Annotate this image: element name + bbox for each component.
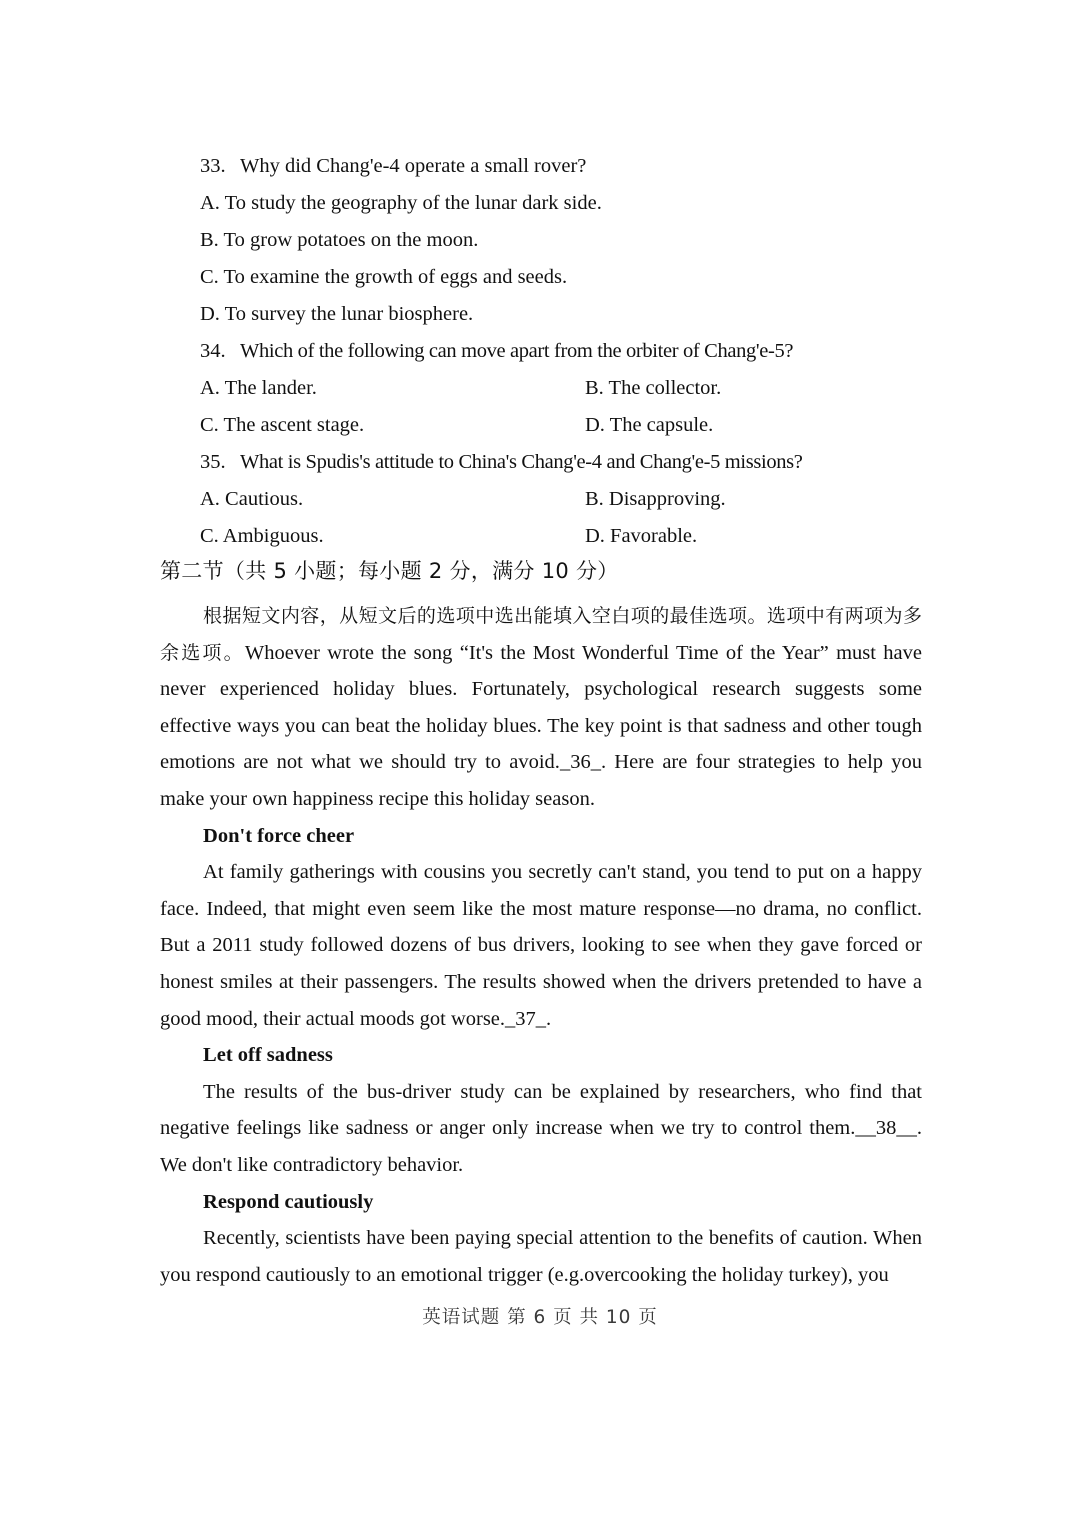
section-two-heading: 第二节（共 5 小题；每小题 2 分，满分 10 分） bbox=[160, 559, 619, 583]
subheading-dont-force-cheer: Don't force cheer bbox=[203, 824, 355, 847]
blank-37[interactable]: _37_ bbox=[505, 1007, 547, 1030]
question-33-option-a[interactable]: A. To study the geography of the lunar dark side. bbox=[200, 192, 602, 214]
subheading-let-off-sadness: Let off sadness bbox=[203, 1044, 333, 1067]
question-35-number: 35. bbox=[200, 451, 226, 473]
question-34 bbox=[200, 333, 930, 370]
cloze-passage bbox=[160, 598, 922, 1293]
question-33-option-c[interactable]: C. To examine the growth of eggs and seeds. bbox=[200, 266, 568, 288]
question-33 bbox=[200, 148, 930, 185]
blank-36[interactable]: _36_ bbox=[559, 751, 601, 774]
subheading-respond-cautiously: Respond cautiously bbox=[203, 1190, 374, 1213]
question-35-option-row-2 bbox=[200, 518, 930, 555]
question-33-number: 33. bbox=[200, 155, 226, 177]
instruction-chinese: 根据短文内容，从短文后的选项中选出能填入空白项的最佳选项。选项中有两项为多余选项。 bbox=[160, 605, 922, 664]
question-34-option-row-2 bbox=[200, 407, 930, 444]
question-34-option-c[interactable]: C. The ascent stage. bbox=[200, 414, 365, 436]
question-35-option-d[interactable]: D. Favorable. bbox=[585, 525, 698, 547]
question-33-option-b[interactable]: B. To grow potatoes on the moon. bbox=[200, 229, 479, 251]
page-footer: 英语试题 第 6 页 共 10 页 bbox=[422, 1307, 658, 1328]
question-35 bbox=[200, 444, 930, 481]
paragraph-1-text-after: . bbox=[546, 1007, 552, 1030]
multiple-choice-section bbox=[200, 148, 930, 555]
intro-text-before-blank: Whoever wrote the song “It's the Most Wonderful Time of the Year” must have never experienced holiday blues. Fortunately, psychological research suggests some effective ways you can beat the holiday blues. The key point is that sadness and other tough emotions are not what we should try to avoid. bbox=[160, 641, 922, 774]
question-35-option-row-1 bbox=[200, 481, 930, 518]
passage-intro-paragraph bbox=[160, 598, 922, 818]
question-34-option-b[interactable]: B. The collector. bbox=[585, 377, 722, 399]
question-33-text: Why did Chang'e-4 operate a small rover? bbox=[240, 155, 587, 177]
question-35-option-c[interactable]: C. Ambiguous. bbox=[200, 525, 324, 547]
paragraph-respond-cautiously bbox=[160, 1220, 922, 1293]
question-34-text: Which of the following can move apart from the orbiter of Chang'e-5? bbox=[240, 340, 794, 362]
paragraph-1-text: At family gatherings with cousins you secretly can't stand, you tend to put on a happy face. Indeed, that might even seem like the most mature response—no drama, no conflict. But a 2011 study followed dozens of bus drivers, looking to see when they gave forced or honest smiles at their passengers. The results showed when the drivers pretended to have a good mood, their actual moods got worse. bbox=[160, 861, 922, 1030]
question-34-option-a[interactable]: A. The lander. bbox=[200, 377, 317, 399]
question-35-option-a[interactable]: A. Cautious. bbox=[200, 488, 304, 510]
blank-38[interactable]: __38__ bbox=[855, 1117, 917, 1140]
question-34-option-d[interactable]: D. The capsule. bbox=[585, 414, 714, 436]
paragraph-2-text-after: . We don't like contradictory behavior. bbox=[160, 1117, 922, 1176]
paragraph-dont-force-cheer bbox=[160, 854, 922, 1037]
question-35-option-b[interactable]: B. Disapproving. bbox=[585, 488, 726, 510]
question-33-option-d[interactable]: D. To survey the lunar biosphere. bbox=[200, 303, 474, 325]
paragraph-let-off-sadness bbox=[160, 1074, 922, 1184]
intro-text-after-blank: . Here are four strategies to help you make your own happiness recipe this holiday season. bbox=[160, 751, 922, 810]
paragraph-3-text: Recently, scientists have been paying special attention to the benefits of caution. When you respond cautiously to an emotional trigger (e.g.overcooking the holiday turkey), you bbox=[160, 1227, 922, 1286]
paragraph-2-text: The results of the bus-driver study can be explained by researchers, who find that negative feelings like sadness or anger only increase when we try to control them. bbox=[160, 1080, 922, 1140]
question-35-text: What is Spudis's attitude to China's Chang'e-4 and Chang'e-5 missions? bbox=[240, 451, 803, 473]
question-34-option-row-1 bbox=[200, 370, 930, 407]
question-34-number: 34. bbox=[200, 340, 226, 362]
